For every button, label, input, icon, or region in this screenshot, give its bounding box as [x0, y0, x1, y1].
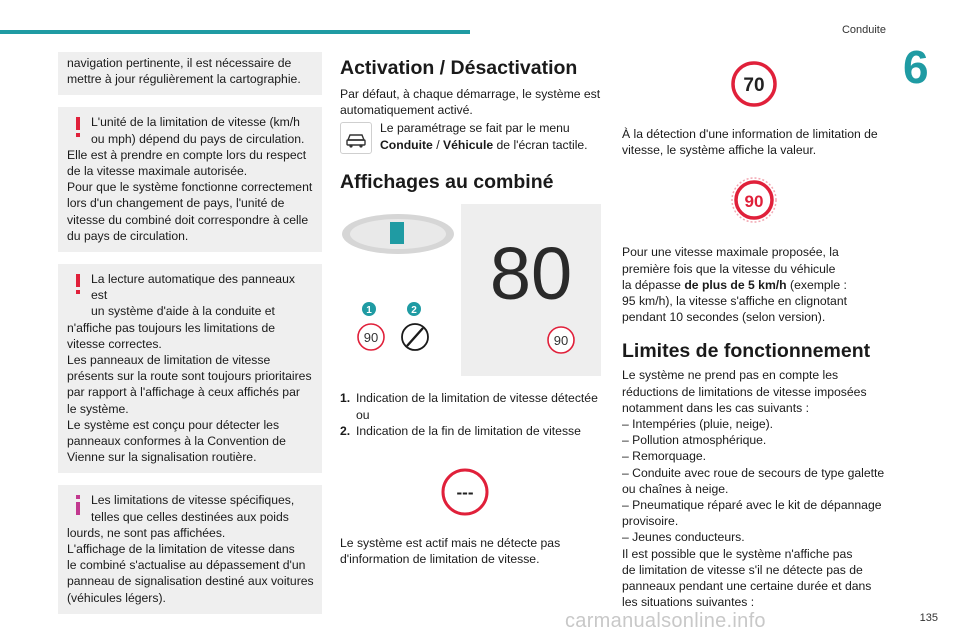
item-text: Indication de la fin de limitation de vitesse: [356, 423, 581, 438]
limits-line: – Conduite avec roue de secours de type galette: [622, 465, 885, 480]
marker-2-label: 2: [411, 305, 417, 317]
legend-list: [340, 390, 602, 439]
note-line: telles que celles destinées aux poids: [91, 509, 289, 524]
cluster-figure: [340, 204, 600, 376]
note-line: Pour que le système fonctionne correctement: [67, 180, 313, 195]
info-icon: [69, 494, 87, 516]
note-line: Elle est à prendre en compte lors du respect: [67, 147, 307, 162]
note-line: (véhicules légers).: [67, 590, 166, 605]
over-text: 95 km/h), la vitesse s'affiche en clignotant: [622, 294, 847, 309]
camera-lens-illustration: [340, 210, 462, 270]
note-line: La lecture automatique des panneaux est: [91, 272, 295, 303]
end-of-limit-sign: [400, 322, 430, 352]
sign-70-value: 70: [743, 75, 765, 96]
setting-text-menu: [380, 137, 588, 153]
limits-line: – Jeunes conducteurs.: [622, 530, 745, 545]
setting-text: Le paramétrage se fait par le menu: [380, 121, 570, 136]
over-text: première fois que la vitesse du véhicule: [622, 261, 836, 276]
over-text-bold: [622, 277, 888, 293]
marker-2: [407, 302, 421, 316]
item-number: 1.: [340, 391, 351, 406]
cluster-screen: [461, 204, 601, 376]
note-line: Vienne sur la signalisation routière.: [67, 450, 257, 465]
speed-90-blinking-sign: [730, 176, 778, 224]
note-line: le système.: [67, 401, 129, 416]
cluster-speed: 80: [489, 232, 573, 316]
speed-limit-sign-small: [356, 322, 386, 352]
limits-line: de limitation de vitesse s'il ne détecte pas de: [622, 562, 863, 577]
limits-heading: Limites de fonctionnement: [622, 340, 871, 363]
marker-1-label: 1: [366, 305, 372, 317]
limits-body: [622, 367, 888, 610]
limits-line: – Pneumatique réparé avec le kit de dépannage: [622, 498, 882, 513]
note-line: ou mph) dépend du pays de circulation.: [91, 131, 305, 146]
list-item: [340, 390, 602, 406]
limits-line: Le système ne prend pas en compte les: [622, 368, 839, 383]
note-line: panneau de signalisation destiné aux voitures: [67, 574, 314, 589]
cluster-sign-value: 90: [553, 333, 569, 349]
page-number: 135: [919, 612, 938, 624]
limits-line: notamment dans les cas suivants :: [622, 400, 809, 415]
setting-instruction: [340, 120, 602, 154]
no-info-sign: [440, 467, 490, 517]
sign-value: 90: [363, 330, 379, 346]
note-line: vitesse du combiné doit correspondre à celle: [67, 212, 309, 227]
note-line: Le système est conçu pour détecter les: [67, 417, 280, 432]
note-line: lourds, ne sont pas affichées.: [67, 525, 226, 540]
setting-tail: de l'écran tactile.: [493, 137, 588, 152]
cluster-screen-graphic: [461, 204, 601, 376]
note-line: du pays de circulation.: [67, 228, 189, 243]
note-line: Les limitations de vitesse spécifiques,: [91, 493, 295, 508]
menu-separator: /: [432, 137, 443, 152]
activation-text: Par défaut, à chaque démarrage, le système est: [340, 87, 601, 101]
speed-70-sign: [730, 60, 778, 108]
note-line: par rapport à l'affichage à ceux affichés par: [67, 385, 300, 400]
watermark: carmanualsonline.info: [565, 610, 766, 632]
activation-heading: Activation / Désactivation: [340, 57, 578, 79]
detect-text: À la détection d'une information de limitation de: [622, 127, 878, 141]
over-bold: de plus de 5 km/h: [684, 277, 787, 292]
over-text: Pour une vitesse maximale proposée, la: [622, 245, 839, 260]
note-line: vitesse correctes.: [67, 336, 162, 351]
activation-text: automatiquement activé.: [340, 103, 473, 118]
note-line: présents sur la route sont toujours prioritaires: [67, 369, 312, 384]
limits-line: réductions de limitations de vitesse imposées: [622, 384, 867, 399]
note-line: L'unité de la limitation de vitesse (km/h: [91, 115, 300, 130]
limits-line: panneaux pendant une certaine durée et dans: [622, 579, 872, 594]
marker-1: [362, 302, 376, 316]
note-box-navigation: [58, 52, 322, 95]
header-accent-bar: [0, 30, 470, 34]
note-line: L'affichage de la limitation de vitesse dans: [67, 542, 295, 557]
chapter-number: 6: [903, 41, 929, 93]
over-text: pendant 10 secondes (selon version).: [622, 310, 826, 325]
over-post: (exemple :: [786, 277, 847, 292]
warning-box-unit: [58, 107, 322, 252]
note-line: n'affiche pas toujours les limitations de: [67, 320, 276, 335]
detect-text: vitesse, le système affiche la valeur.: [622, 143, 817, 158]
active-text: Le système est actif mais ne détecte pas: [340, 536, 561, 551]
warning-exclamation-icon: [69, 273, 87, 295]
limits-line: – Pollution atmosphérique.: [622, 433, 767, 448]
item-text: Indication de la limitation de vitesse détectée: [356, 391, 598, 406]
activation-column: [340, 56, 602, 567]
limits-line: ou chaînes à neige.: [622, 481, 729, 496]
item-or: ou: [356, 407, 370, 422]
note-line: un système d'aide à la conduite et: [91, 304, 275, 319]
limits-line: Il est possible que le système n'affiche pas: [622, 546, 853, 561]
limits-line: – Intempéries (pluie, neige).: [622, 417, 774, 432]
warning-exclamation-icon: [69, 116, 87, 138]
menu-vehicule: Véhicule: [442, 137, 494, 152]
limits-line: provisoire.: [622, 514, 679, 529]
section-title: Conduite: [841, 24, 886, 36]
note-line: le combiné s'actualise au dépassement d'un: [67, 558, 306, 573]
sign-90-value: 90: [744, 192, 764, 212]
notes-column: [58, 52, 322, 626]
limits-column: [622, 60, 888, 610]
note-line: Les panneaux de limitation de vitesse: [67, 353, 271, 368]
menu-conduite: Conduite: [380, 137, 433, 152]
item-number: 2.: [340, 423, 351, 438]
list-item-or: [340, 407, 602, 423]
dashes: ---: [456, 483, 474, 503]
over-pre: la dépasse: [622, 277, 685, 292]
display-heading: Affichages au combiné: [340, 171, 554, 194]
note-line: lors d'un changement de pays, l'unité de: [67, 196, 285, 211]
limits-line: les situations suivantes :: [622, 595, 755, 610]
note-line: de la vitesse maximale autorisée.: [67, 164, 248, 179]
warning-box-reading: [58, 264, 322, 473]
vehicle-menu-icon: [340, 122, 372, 154]
note-line: navigation pertinente, il est nécessaire de: [67, 56, 292, 70]
info-box-specific-limits: [58, 485, 322, 613]
note-line: panneaux conformes à la Convention de: [67, 434, 286, 449]
list-item: [340, 423, 602, 439]
active-text: d'information de limitation de vitesse.: [340, 552, 540, 567]
note-line: mettre à jour régulièrement la cartographie.: [67, 72, 301, 87]
limits-line: – Remorquage.: [622, 449, 707, 464]
